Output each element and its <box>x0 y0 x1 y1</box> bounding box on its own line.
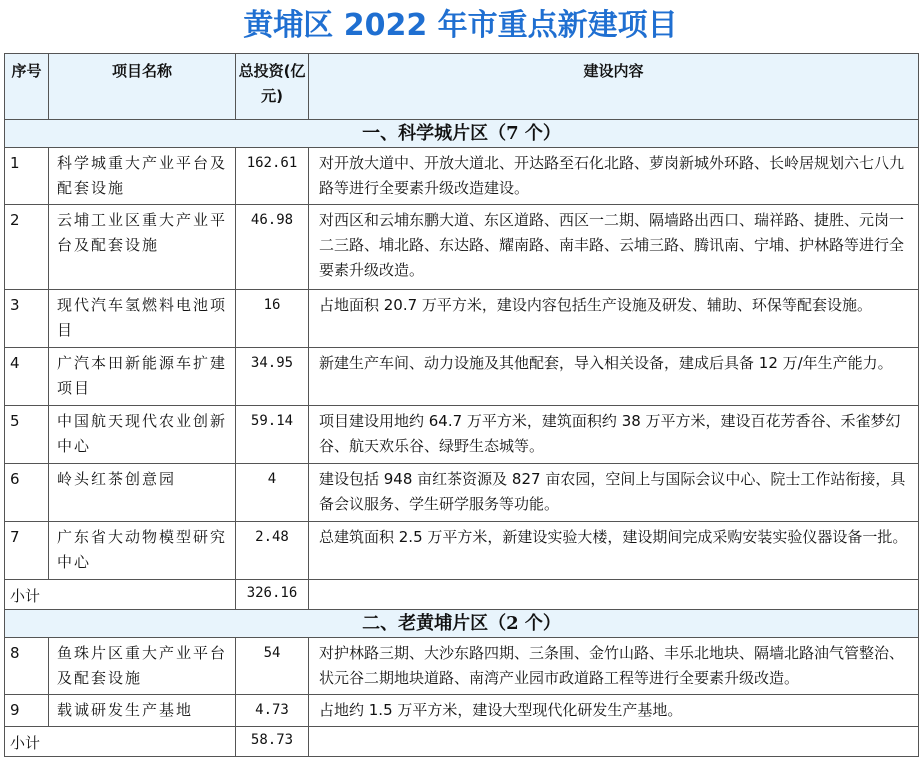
row-name: 广汽本田新能源车扩建项目 <box>49 348 236 406</box>
page-title: 黄埔区 2022 年市重点新建项目 <box>243 8 678 43</box>
subtotal-row <box>5 580 919 610</box>
row-content: 对开放大道中、开放大道北、开达路至石化北路、萝岗新城外环路、长岭居规划六七八九路等进行全要素升级改造建设。 <box>309 148 919 205</box>
table-row <box>5 348 919 406</box>
row-investment: 59.14 <box>236 406 309 464</box>
row-investment: 162.61 <box>236 148 309 205</box>
section-heading: 二、老黄埔片区（2 个） <box>5 610 919 638</box>
subtotal-label: 小计 <box>5 727 236 757</box>
row-investment: 54 <box>236 638 309 695</box>
row-content: 项目建设用地约 64.7 万平方米，建筑面积约 38 万平方米，建设百花芳香谷、禾雀梦幻谷、航天欢乐谷、绿野生态城等。 <box>309 406 919 464</box>
row-content: 占地面积 20.7 万平方米，建设内容包括生产设施及研发、辅助、环保等配套设施。 <box>309 290 919 348</box>
subtotal-label: 小计 <box>5 580 236 610</box>
row-investment: 4.73 <box>236 695 309 727</box>
row-name: 科学城重大产业平台及配套设施 <box>49 148 236 205</box>
row-name: 云埔工业区重大产业平台及配套设施 <box>49 205 236 290</box>
row-no: 3 <box>5 290 49 348</box>
table-row <box>5 695 919 727</box>
table-row <box>5 148 919 205</box>
subtotal-empty <box>309 580 919 610</box>
table-row <box>5 638 919 695</box>
row-content: 对护林路三期、大沙东路四期、三条围、金竹山路、丰乐北地块、隔墙北路油气管整治、状元谷二期地块道路、南湾产业园市政道路工程等进行全要素升级改造。 <box>309 638 919 695</box>
row-content: 建设包括 948 亩红茶资源及 827 亩农园，空间上与国际会议中心、院士工作站衔接，具备会议服务、学生研学服务等功能。 <box>309 464 919 522</box>
row-investment: 34.95 <box>236 348 309 406</box>
row-investment: 16 <box>236 290 309 348</box>
subtotal-row <box>5 727 919 757</box>
row-no: 5 <box>5 406 49 464</box>
table-row <box>5 290 919 348</box>
section-heading-row <box>5 120 919 148</box>
projects-table <box>4 53 919 757</box>
header-row <box>5 54 919 120</box>
row-content: 对西区和云埔东鹏大道、东区道路、西区一二期、隔墙路出西口、瑞祥路、捷胜、元岗一二三路、埔北路、东达路、耀南路、南丰路、云埔三路、腾讯南、宁埔、护林路等进行全要素升级改造。 <box>309 205 919 290</box>
row-no: 4 <box>5 348 49 406</box>
subtotal-value: 58.73 <box>236 727 309 757</box>
section-heading: 一、科学城片区（7 个） <box>5 120 919 148</box>
row-investment: 46.98 <box>236 205 309 290</box>
row-name: 广东省大动物模型研究中心 <box>49 522 236 580</box>
section-heading-row <box>5 610 919 638</box>
subtotal-value: 326.16 <box>236 580 309 610</box>
row-content: 占地约 1.5 万平方米，建设大型现代化研发生产基地。 <box>309 695 919 727</box>
row-no: 2 <box>5 205 49 290</box>
row-name: 现代汽车氢燃料电池项目 <box>49 290 236 348</box>
row-content: 总建筑面积 2.5 万平方米，新建设实验大楼，建设期间完成采购安装实验仪器设备一批。 <box>309 522 919 580</box>
row-no: 1 <box>5 148 49 205</box>
row-content: 新建生产车间、动力设施及其他配套，导入相关设备，建成后具备 12 万/年生产能力。 <box>309 348 919 406</box>
table-row <box>5 464 919 522</box>
header-content: 建设内容 <box>309 54 919 120</box>
table-row <box>5 205 919 290</box>
row-no: 7 <box>5 522 49 580</box>
table-row <box>5 406 919 464</box>
row-no: 8 <box>5 638 49 695</box>
header-name: 项目名称 <box>49 54 236 120</box>
header-no: 序号 <box>5 54 49 120</box>
row-investment: 4 <box>236 464 309 522</box>
subtotal-empty <box>309 727 919 757</box>
row-investment: 2.48 <box>236 522 309 580</box>
row-name: 中国航天现代农业创新中心 <box>49 406 236 464</box>
row-name: 鱼珠片区重大产业平台及配套设施 <box>49 638 236 695</box>
row-no: 9 <box>5 695 49 727</box>
table-row <box>5 522 919 580</box>
row-name: 载诚研发生产基地 <box>49 695 236 727</box>
row-no: 6 <box>5 464 49 522</box>
header-investment: 总投资(亿元) <box>236 54 309 120</box>
row-name: 岭头红茶创意园 <box>49 464 236 522</box>
